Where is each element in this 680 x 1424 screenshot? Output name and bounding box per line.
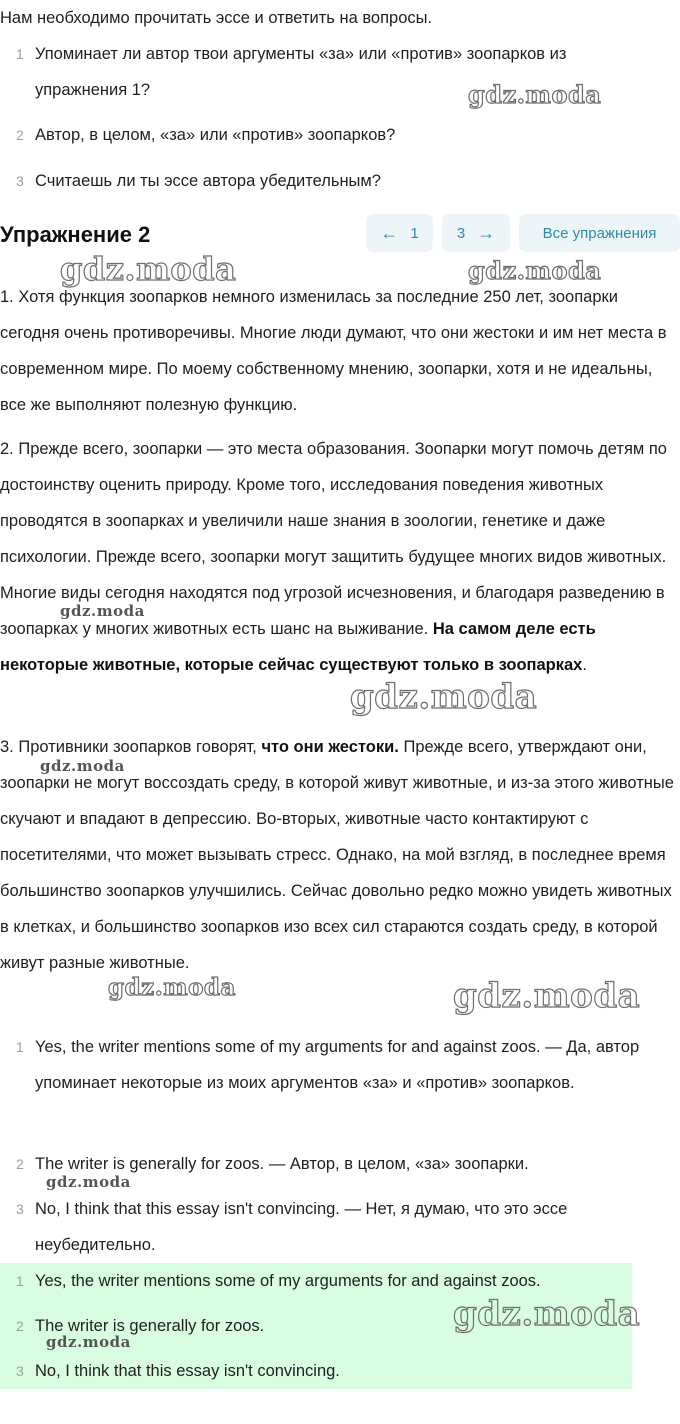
answer-text: The writer is generally for zoos. [35,1317,265,1335]
answer-text: No, I think that this essay isn't convincing. — Нет, я думаю, что это эссе неубедительно. [35,1200,568,1254]
essay-paragraph-3 [0,729,680,981]
answer-number: 3 [16,1201,24,1217]
answer-text: Yes, the writer mentions some of my arguments for and against zoos. — Да, автор упоминает некоторые из моих аргументов «за» и «против» зоопарков. [35,1038,640,1092]
answer-item [0,1146,660,1182]
all-exercises-button[interactable]: Все упражнения [519,214,680,252]
paragraph-3-end: Прежде всего, утверждают они, зоопарки не могут воссоздать среду, в которой живут животные, и из-за этого животные скучают и впадают в депрессию. Во-вторых, животные часто контактируют с посетителями, что может вызывать стресс. Однако, на мой взгляд, в последнее время большинство зоопарков улучшились. Сейчас довольно редко можно увидеть животных в клетках, и большинство зоопарков изо всех сил стараются создать среду, в которой живут разные животные. [0,738,674,972]
arrow-right-icon: → [477,222,496,243]
answer-number: 1 [16,1273,24,1289]
question-item [0,117,660,153]
question-text: Считаешь ли ты эссе автора убедительным? [35,172,381,190]
prev-exercise-label: 1 [410,224,419,242]
watermark: gdz.moda [350,677,538,717]
answer-item [0,1191,660,1263]
paragraph-2-text: 2. Прежде всего, зоопарки — это места образования. Зоопарки могут помочь детям по достоинству оценить природу. Кроме того, исследования поведения животных проводятся в зоопарках и увеличили наше знания в зоологии, генетике и даже психологии. Прежде всего, зоопарки могут защитить будущее многих видов животных. Многие виды сегодня находятся под угрозой исчезновения, и благодаря разведению в зоопарках у многих животных есть шанс на выживание. [0,440,667,638]
prev-exercise-button[interactable] [366,214,433,252]
intro-text: Нам необходимо прочитать эссе и ответить на вопросы. [0,9,433,27]
next-exercise-button[interactable] [442,214,510,252]
paragraph-2-end: . [582,656,587,674]
essay-paragraph-1: 1. Хотя функция зоопарков немного изменилась за последние 250 лет, зоопарки сегодня очень противоречивы. Многие люди думают, что они жестоки и им нет места в современном мире. По моему собственному мнению, зоопарки, хотя и не идеальны, все же выполняют полезную функцию. [0,288,667,414]
exercise-title: Упражнение 2 [0,222,151,247]
watermark: gdz.moda [60,602,145,620]
question-number: 3 [16,173,24,189]
answer-text: Yes, the writer mentions some of my arguments for and against zoos. [35,1272,541,1290]
answer-text: No, I think that this essay isn't convincing. [35,1362,340,1380]
question-text: Автор, в целом, «за» или «против» зоопарков? [35,126,396,144]
essay-paragraph-2 [0,431,680,683]
highlighted-answer-item [0,1308,660,1344]
watermark: gdz.moda [46,1173,131,1191]
paragraph-2-bold: На самом деле есть некоторые животные, которые сейчас существуют только в зоопарках [0,620,596,674]
answer-number: 2 [16,1318,24,1334]
paragraph-3-bold: что они жестоки. [261,738,399,756]
question-number: 2 [16,127,24,143]
watermark: gdz.moda [468,256,602,285]
question-text: Упоминает ли автор твои аргументы «за» или «против» зоопарков из упражнения 1? [35,45,567,99]
watermark: gdz.moda [453,976,641,1016]
highlighted-answer-item [0,1263,660,1299]
question-number: 1 [16,46,24,62]
watermark: gdz.moda [40,757,125,775]
question-item [0,163,660,199]
watermark: gdz.moda [60,250,237,288]
answer-number: 2 [16,1156,24,1172]
answer-number: 3 [16,1363,24,1379]
paragraph-3-text: 3. Противники зоопарков говорят, [0,738,262,756]
watermark: gdz.moda [468,80,602,109]
highlighted-answer-item [0,1353,660,1389]
answer-text: The writer is generally for zoos. — Автор, в целом, «за» зоопарки. [35,1155,529,1173]
next-exercise-label: 3 [456,224,466,242]
answer-number: 1 [16,1039,24,1055]
watermark: gdz.moda [46,1333,131,1351]
answer-item [0,1029,660,1137]
watermark: gdz.moda [108,974,236,1001]
question-item [0,36,660,108]
arrow-left-icon: ← [380,222,399,243]
